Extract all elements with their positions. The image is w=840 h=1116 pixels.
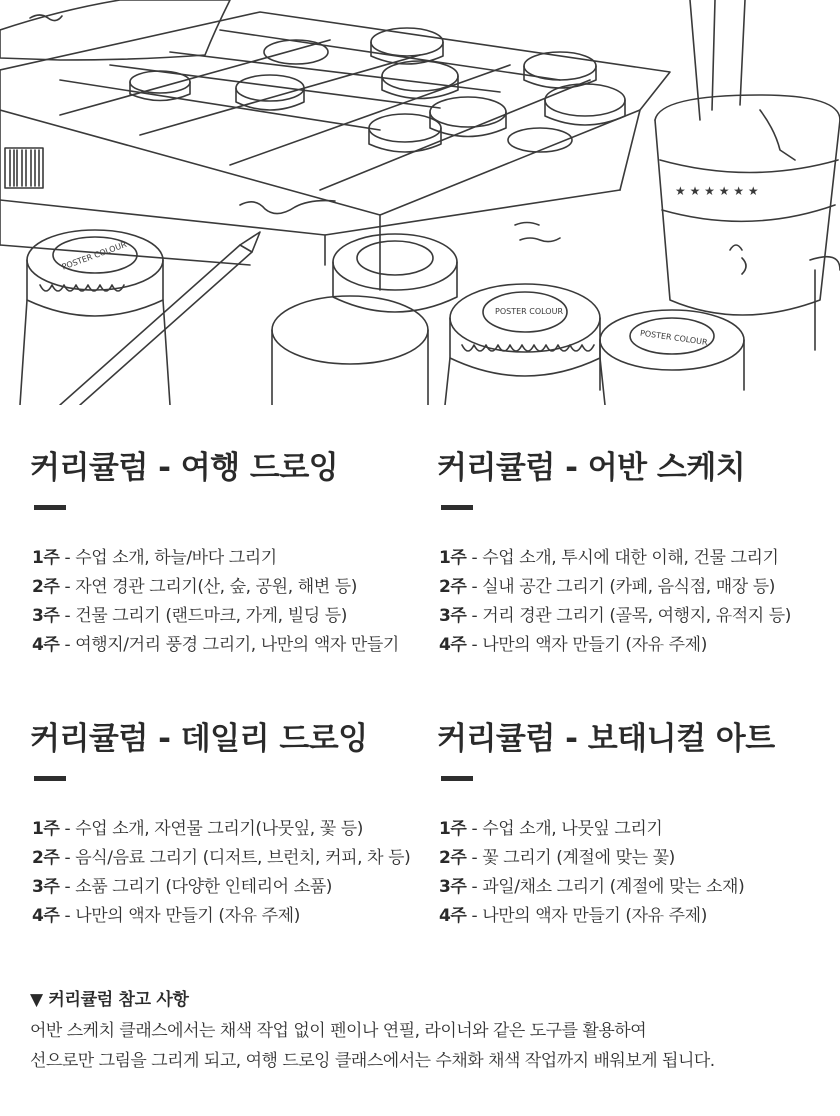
curriculum-travel-drawing bbox=[30, 442, 430, 655]
week-item: 2주 - 음식/음료 그리기 (디저트, 브런치, 커피, 차 등) bbox=[32, 848, 411, 868]
week-list bbox=[439, 544, 791, 660]
week-item: 2주 - 꽃 그리기 (계절에 맞는 꽃) bbox=[439, 848, 675, 868]
week-list bbox=[439, 815, 744, 931]
title-underline-bar bbox=[441, 505, 473, 510]
week-list bbox=[32, 544, 399, 660]
curriculum-botanical-art bbox=[437, 713, 837, 926]
title-underline-bar bbox=[34, 776, 66, 781]
week-list bbox=[32, 815, 410, 931]
week-item: 3주 - 건물 그리기 (랜드마크, 가게, 빌딩 등) bbox=[32, 606, 347, 626]
brush-cup bbox=[655, 0, 840, 315]
note-line-2: 선으로만 그림을 그리게 되고, 여행 드로잉 클래스에서는 수채화 채색 작업까지 배워보게 됩니다. bbox=[30, 1051, 715, 1071]
curriculum-note bbox=[30, 985, 820, 1076]
week-item: 4주 - 여행지/거리 풍경 그리기, 나만의 액자 만들기 bbox=[32, 635, 399, 655]
jar-label-text-2: POSTER COLOUR bbox=[495, 307, 564, 316]
week-item: 1주 - 수업 소개, 투시에 대한 이해, 건물 그리기 bbox=[439, 548, 779, 568]
jar-label-text: POSTER COLOUR bbox=[60, 239, 128, 272]
week-item: 3주 - 과일/채소 그리기 (계절에 맞는 소재) bbox=[439, 877, 745, 897]
title-underline-bar bbox=[34, 505, 66, 510]
week-item: 3주 - 거리 경관 그리기 (골목, 여행지, 유적지 등) bbox=[439, 606, 792, 626]
box-jars bbox=[130, 28, 625, 152]
note-title: ▼ 커리큘럼 참고 사항 bbox=[30, 990, 189, 1010]
title-underline-bar bbox=[441, 776, 473, 781]
jar-label-text-3: POSTER COLOUR bbox=[639, 328, 709, 347]
note-line-1: 어반 스케치 클래스에서는 채색 작업 없이 펜이나 연필, 라이너와 같은 도구를 활용하여 bbox=[30, 1021, 647, 1041]
week-item: 4주 - 나만의 액자 만들기 (자유 주제) bbox=[32, 906, 300, 926]
curriculum-title: 커리큘럼 - 여행 드로잉 bbox=[30, 450, 339, 486]
week-item: 3주 - 소품 그리기 (다양한 인테리어 소품) bbox=[32, 877, 332, 897]
week-item: 4주 - 나만의 액자 만들기 (자유 주제) bbox=[439, 906, 707, 926]
curriculum-urban-sketch bbox=[437, 442, 837, 655]
jars-front bbox=[272, 234, 840, 405]
week-item: 1주 - 수업 소개, 자연물 그리기(나뭇잎, 꽃 등) bbox=[32, 819, 364, 839]
header-illustration bbox=[0, 0, 840, 405]
week-item: 2주 - 자연 경관 그리기(산, 숲, 공원, 해변 등) bbox=[32, 577, 358, 597]
curriculum-daily-drawing bbox=[30, 713, 430, 926]
week-item: 1주 - 수업 소개, 나뭇잎 그리기 bbox=[439, 819, 663, 839]
curriculum-title: 커리큘럼 - 보태니컬 아트 bbox=[437, 721, 775, 757]
curriculum-title: 커리큘럼 - 데일리 드로잉 bbox=[30, 721, 368, 757]
svg-text:★ ★ ★ ★ ★ ★: ★ ★ ★ ★ ★ ★ bbox=[675, 184, 759, 198]
week-item: 4주 - 나만의 액자 만들기 (자유 주제) bbox=[439, 635, 707, 655]
curriculum-title: 커리큘럼 - 어반 스케치 bbox=[437, 450, 746, 486]
week-item: 2주 - 실내 공간 그리기 (카페, 음식점, 매장 등) bbox=[439, 577, 776, 597]
week-item: 1주 - 수업 소개, 하늘/바다 그리기 bbox=[32, 548, 277, 568]
